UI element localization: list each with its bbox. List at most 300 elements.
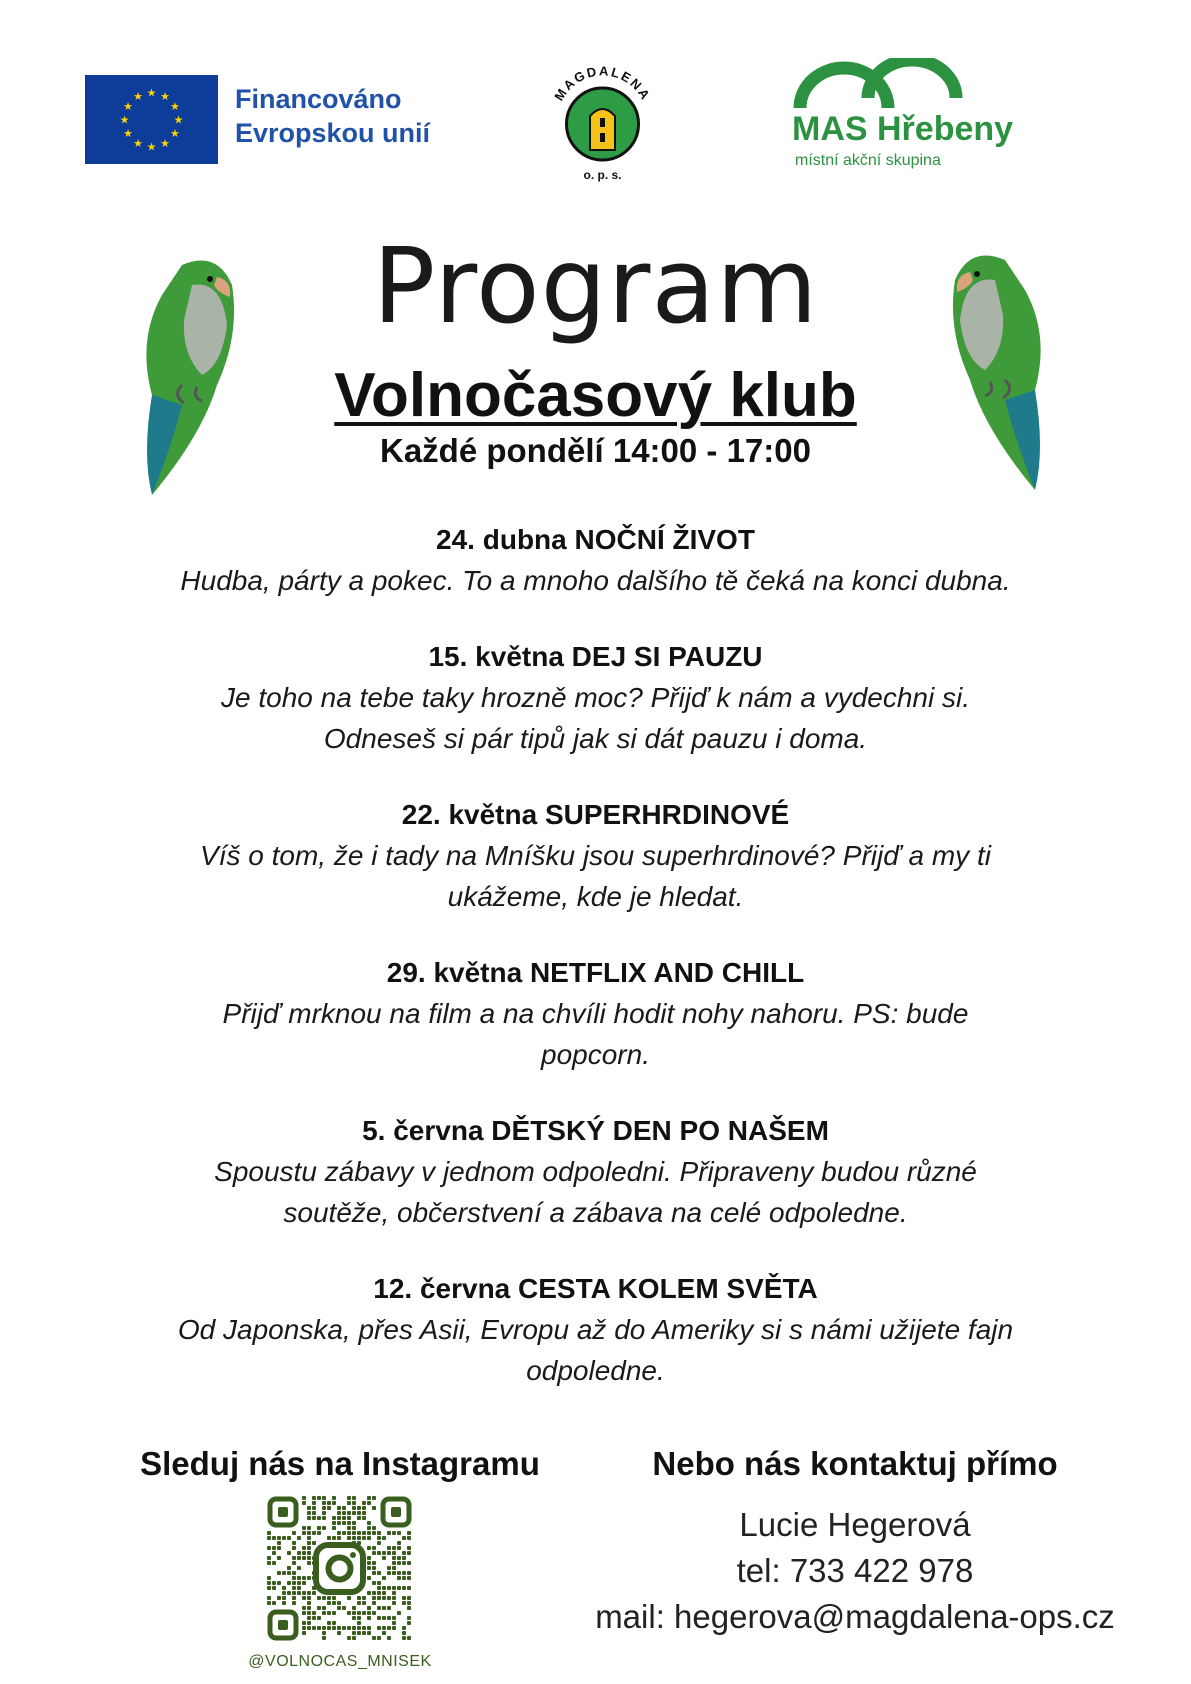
qr-module — [337, 1511, 341, 1515]
qr-module — [307, 1511, 311, 1515]
qr-module — [272, 1601, 276, 1605]
qr-module — [322, 1506, 326, 1510]
eu-star-icon: ★ — [119, 113, 130, 127]
qr-module — [307, 1561, 311, 1565]
qr-module — [302, 1611, 306, 1615]
qr-module — [327, 1611, 331, 1615]
page-title: Program — [372, 225, 819, 347]
instagram-icon — [316, 1545, 363, 1592]
club-title — [0, 360, 1191, 431]
qr-module — [307, 1616, 311, 1620]
qr-module — [342, 1511, 346, 1515]
qr-module — [302, 1546, 306, 1550]
qr-module — [287, 1536, 291, 1540]
qr-module — [357, 1616, 361, 1620]
event-desc: popcorn. — [541, 1039, 650, 1070]
qr-module — [342, 1506, 346, 1510]
qr-module — [387, 1571, 391, 1575]
qr-module — [352, 1521, 356, 1525]
qr-module — [367, 1576, 371, 1580]
qr-module — [362, 1601, 366, 1605]
qr-module — [357, 1516, 361, 1520]
event-item — [140, 1111, 1051, 1233]
event-desc: Odneseš si pár tipů jak si dát pauzu i doma. — [323, 723, 868, 754]
qr-module — [377, 1531, 381, 1535]
event-title: 12. června CESTA KOLEM SVĚTA — [373, 1273, 818, 1304]
qr-module — [402, 1536, 406, 1540]
qr-module — [397, 1531, 401, 1535]
qr-module — [397, 1541, 401, 1545]
qr-module — [352, 1496, 356, 1500]
qr-module — [357, 1611, 361, 1615]
qr-module — [307, 1626, 311, 1630]
qr-module — [397, 1556, 401, 1560]
eu-star-icon: ★ — [169, 127, 180, 140]
qr-module — [312, 1516, 316, 1520]
qr-module — [302, 1626, 306, 1630]
qr-module — [302, 1556, 306, 1560]
eu-text-line2: Evropskou unií — [235, 118, 431, 148]
qr-module — [267, 1531, 271, 1535]
qr-module — [362, 1501, 366, 1505]
qr-module — [392, 1626, 396, 1630]
qr-module — [372, 1636, 376, 1640]
qr-module — [377, 1581, 381, 1585]
qr-module — [312, 1616, 316, 1620]
qr-module — [402, 1561, 406, 1565]
qr-module — [407, 1561, 411, 1565]
qr-module — [317, 1606, 321, 1610]
qr-module — [322, 1516, 326, 1520]
qr-module — [292, 1586, 296, 1590]
qr-module — [357, 1511, 361, 1515]
qr-module — [372, 1506, 376, 1510]
qr-module — [407, 1601, 411, 1605]
qr-module — [287, 1566, 291, 1570]
qr-module — [367, 1606, 371, 1610]
qr-module — [352, 1606, 356, 1610]
qr-module — [367, 1591, 371, 1595]
qr-module — [307, 1546, 311, 1550]
qr-module — [392, 1616, 396, 1620]
qr-module — [277, 1571, 281, 1575]
qr-module — [292, 1541, 296, 1545]
event-item — [140, 520, 1051, 601]
qr-module — [372, 1496, 376, 1500]
qr-module — [342, 1516, 346, 1520]
qr-module — [372, 1546, 376, 1550]
qr-module — [332, 1611, 336, 1615]
qr-module — [312, 1501, 316, 1505]
qr-module — [307, 1576, 311, 1580]
qr-module — [382, 1576, 386, 1580]
qr-module — [367, 1631, 371, 1635]
qr-module — [397, 1586, 401, 1590]
qr-module — [317, 1496, 321, 1500]
qr-module — [347, 1531, 351, 1535]
qr-module — [402, 1556, 406, 1560]
qr-module — [387, 1586, 391, 1590]
qr-module — [287, 1571, 291, 1575]
magdalena-top-text: MAGDALENA — [551, 63, 654, 104]
qr-module — [372, 1526, 376, 1530]
qr-module — [352, 1506, 356, 1510]
qr-module — [332, 1521, 336, 1525]
qr-module — [267, 1586, 271, 1590]
qr-module — [382, 1626, 386, 1630]
magdalena-logo — [540, 58, 665, 183]
eu-star-icon: ★ — [169, 100, 180, 113]
qr-module — [382, 1536, 386, 1540]
qr-module — [297, 1591, 301, 1595]
qr-module — [317, 1626, 321, 1630]
qr-module — [337, 1521, 341, 1525]
qr-module — [342, 1606, 346, 1610]
mas-arc-icon — [792, 58, 972, 110]
mas-title: MAS Hřebeny — [792, 110, 1014, 148]
qr-module — [277, 1546, 281, 1550]
qr-module — [377, 1536, 381, 1540]
qr-module — [367, 1531, 371, 1535]
qr-module — [322, 1496, 326, 1500]
qr-module — [287, 1551, 291, 1555]
qr-module — [267, 1546, 271, 1550]
qr-module — [322, 1526, 326, 1530]
qr-module — [307, 1551, 311, 1555]
qr-module — [277, 1556, 281, 1560]
contact-email[interactable]: mail: hegerova@magdalena-ops.cz — [595, 1598, 1115, 1635]
qr-module — [332, 1526, 336, 1530]
qr-module — [297, 1566, 301, 1570]
qr-module — [332, 1501, 336, 1505]
qr-module — [347, 1596, 351, 1600]
qr-module — [342, 1626, 346, 1630]
qr-module — [287, 1581, 291, 1585]
qr-module — [282, 1586, 286, 1590]
qr-module — [387, 1566, 391, 1570]
contact-name: Lucie Hegerová — [739, 1506, 971, 1543]
qr-module — [307, 1606, 311, 1610]
qr-module — [362, 1531, 366, 1535]
qr-module — [357, 1631, 361, 1635]
qr-module — [372, 1551, 376, 1555]
qr-module — [292, 1556, 296, 1560]
event-desc: Přijď mrknou na film a na chvíli hodit nohy nahoru. PS: bude — [222, 998, 969, 1029]
qr-module — [352, 1636, 356, 1640]
qr-module — [292, 1581, 296, 1585]
qr-module — [272, 1551, 276, 1555]
qr-module — [382, 1596, 386, 1600]
qr-module — [337, 1606, 341, 1610]
qr-module — [372, 1571, 376, 1575]
qr-module — [372, 1561, 376, 1565]
qr-module — [297, 1536, 301, 1540]
qr-module — [397, 1611, 401, 1615]
qr-module — [367, 1546, 371, 1550]
qr-module — [337, 1626, 341, 1630]
qr-module — [307, 1556, 311, 1560]
qr-module — [357, 1531, 361, 1535]
qr-module — [302, 1591, 306, 1595]
qr-module — [407, 1576, 411, 1580]
qr-module — [372, 1531, 376, 1535]
qr-module — [317, 1531, 321, 1535]
qr-module — [377, 1591, 381, 1595]
qr-module — [377, 1571, 381, 1575]
qr-module — [307, 1541, 311, 1545]
qr-module — [387, 1546, 391, 1550]
qr-module — [367, 1536, 371, 1540]
qr-module — [362, 1511, 366, 1515]
club-title-text: Volnočasový klub — [334, 361, 857, 430]
eu-star-icon: ★ — [146, 86, 157, 100]
qr-module — [312, 1626, 316, 1630]
qr-module — [322, 1631, 326, 1635]
qr-module — [312, 1531, 316, 1535]
qr-module — [302, 1621, 306, 1625]
qr-module — [402, 1596, 406, 1600]
qr-module — [317, 1596, 321, 1600]
qr-module — [332, 1516, 336, 1520]
qr-module — [397, 1571, 401, 1575]
contact-phone[interactable]: tel: 733 422 978 — [736, 1552, 974, 1589]
qr-module — [327, 1601, 331, 1605]
qr-module — [317, 1516, 321, 1520]
qr-module — [407, 1536, 411, 1540]
qr-module — [332, 1596, 336, 1600]
qr-module — [377, 1626, 381, 1630]
event-title: 5. června DĚTSKÝ DEN PO NAŠEM — [362, 1115, 829, 1146]
qr-module — [392, 1596, 396, 1600]
qr-module — [297, 1576, 301, 1580]
qr-module — [347, 1521, 351, 1525]
qr-module — [267, 1561, 271, 1565]
qr-module — [402, 1551, 406, 1555]
qr-module — [332, 1621, 336, 1625]
qr-module — [367, 1616, 371, 1620]
qr-module — [407, 1551, 411, 1555]
eu-star-icon: ★ — [146, 140, 157, 154]
qr-module — [367, 1521, 371, 1525]
qr-module — [402, 1576, 406, 1580]
qr-module — [342, 1531, 346, 1535]
qr-module — [357, 1596, 361, 1600]
qr-module — [272, 1536, 276, 1540]
qr-module — [347, 1536, 351, 1540]
qr-module — [367, 1496, 371, 1500]
qr-module — [367, 1566, 371, 1570]
qr-module — [312, 1541, 316, 1545]
eu-flag-icon — [85, 75, 218, 164]
qr-module — [297, 1581, 301, 1585]
qr-module — [302, 1501, 306, 1505]
qr-module — [267, 1576, 271, 1580]
qr-module — [402, 1601, 406, 1605]
qr-module — [402, 1626, 406, 1630]
mas-subtitle: místní akční skupina — [795, 152, 941, 169]
qr-module — [302, 1551, 306, 1555]
qr-module — [292, 1531, 296, 1535]
qr-module — [307, 1516, 311, 1520]
qr-module — [267, 1581, 271, 1585]
event-desc: soutěže, občerstvení a zábava na celé odpoledne. — [283, 1197, 908, 1228]
qr-module — [327, 1501, 331, 1505]
qr-module — [322, 1611, 326, 1615]
qr-module — [272, 1581, 276, 1585]
qr-module — [367, 1611, 371, 1615]
qr-module — [367, 1501, 371, 1505]
qr-module — [297, 1556, 301, 1560]
qr-module — [382, 1631, 386, 1635]
event-item — [140, 637, 1051, 759]
qr-module — [367, 1626, 371, 1630]
qr-module — [392, 1571, 396, 1575]
qr-module — [367, 1556, 371, 1560]
qr-module — [307, 1526, 311, 1530]
qr-module — [317, 1616, 321, 1620]
qr-module — [377, 1636, 381, 1640]
qr-module — [292, 1561, 296, 1565]
qr-module — [337, 1531, 341, 1535]
qr-module — [282, 1596, 286, 1600]
qr-module — [267, 1556, 271, 1560]
qr-module — [352, 1526, 356, 1530]
qr-module — [307, 1531, 311, 1535]
qr-module — [367, 1561, 371, 1565]
qr-module — [407, 1571, 411, 1575]
qr-module — [282, 1601, 286, 1605]
qr-module — [292, 1571, 296, 1575]
qr-module — [352, 1531, 356, 1535]
contact-block — [560, 1502, 1150, 1640]
qr-module — [397, 1576, 401, 1580]
qr-module — [307, 1596, 311, 1600]
qr-module — [362, 1626, 366, 1630]
qr-module — [322, 1636, 326, 1640]
qr-module — [312, 1591, 316, 1595]
event-item — [140, 1269, 1051, 1391]
qr-module — [302, 1531, 306, 1535]
qr-module — [297, 1586, 301, 1590]
qr-module — [392, 1591, 396, 1595]
qr-module — [307, 1621, 311, 1625]
qr-module — [272, 1546, 276, 1550]
event-title: 15. května DEJ SI PAUZU — [428, 641, 763, 672]
qr-module — [302, 1631, 306, 1635]
qr-module — [392, 1601, 396, 1605]
qr-module — [382, 1591, 386, 1595]
event-desc: Spoustu zábavy v jednom odpoledni. Připraveny budou různé — [214, 1156, 977, 1187]
qr-module — [372, 1601, 376, 1605]
qr-module — [357, 1536, 361, 1540]
qr-module — [352, 1626, 356, 1630]
instagram-handle[interactable]: @VOLNOCAS_MNISEK — [248, 1653, 432, 1670]
qr-module — [267, 1596, 271, 1600]
qr-module — [392, 1546, 396, 1550]
eu-funding-text — [235, 82, 430, 150]
qr-module — [382, 1551, 386, 1555]
qr-module — [307, 1591, 311, 1595]
qr-module — [392, 1586, 396, 1590]
qr-module — [327, 1626, 331, 1630]
qr-module — [347, 1496, 351, 1500]
eu-star-icon: ★ — [160, 136, 170, 150]
qr-module — [362, 1536, 366, 1540]
qr-module — [332, 1626, 336, 1630]
qr-module — [347, 1511, 351, 1515]
qr-module — [387, 1626, 391, 1630]
qr-module — [407, 1586, 411, 1590]
schedule-time: Každé pondělí 14:00 - 17:00 — [380, 432, 811, 469]
qr-module — [362, 1516, 366, 1520]
qr-module — [332, 1496, 336, 1500]
qr-module — [372, 1611, 376, 1615]
qr-module — [302, 1581, 306, 1585]
qr-module — [297, 1551, 301, 1555]
qr-module — [387, 1616, 391, 1620]
qr-module — [312, 1611, 316, 1615]
qr-module — [307, 1601, 311, 1605]
qr-module — [272, 1561, 276, 1565]
event-title: 24. dubna NOČNÍ ŽIVOT — [436, 524, 755, 555]
qr-module — [367, 1526, 371, 1530]
qr-module — [402, 1631, 406, 1635]
qr-code-icon[interactable] — [266, 1495, 413, 1642]
qr-module — [337, 1631, 341, 1635]
qr-module — [377, 1586, 381, 1590]
qr-module — [372, 1566, 376, 1570]
event-desc: Od Japonska, přes Asii, Evropu až do Ameriky si s námi užijete fajn — [177, 1314, 1014, 1345]
qr-module — [267, 1536, 271, 1540]
qr-module — [392, 1551, 396, 1555]
qr-module — [372, 1591, 376, 1595]
event-desc: Je toho na tebe taky hrozně moc? Přijď k nám a vydechni si. — [221, 682, 970, 713]
qr-module — [392, 1531, 396, 1535]
mas-hrebeny-logo — [792, 58, 1042, 173]
contact-heading: Nebo nás kontaktuj přímo — [652, 1445, 1058, 1482]
qr-module — [362, 1596, 366, 1600]
qr-module — [407, 1606, 411, 1610]
qr-module — [387, 1551, 391, 1555]
qr-module — [387, 1531, 391, 1535]
qr-module — [392, 1566, 396, 1570]
eu-star-icon: ★ — [133, 136, 143, 150]
qr-module — [307, 1536, 311, 1540]
event-desc: Víš o tom, že i tady na Mníšku jsou superhrdinové? Přijď a my ti — [200, 840, 991, 871]
qr-module — [382, 1606, 386, 1610]
qr-module — [282, 1571, 286, 1575]
qr-module — [277, 1536, 281, 1540]
qr-module — [357, 1601, 361, 1605]
qr-module — [382, 1556, 386, 1560]
qr-module — [307, 1611, 311, 1615]
event-desc: Hudba, párty a pokec. To a mnoho dalšího tě čeká na konci dubna. — [180, 565, 1011, 596]
qr-module — [362, 1506, 366, 1510]
qr-module — [407, 1621, 411, 1625]
qr-module — [352, 1616, 356, 1620]
qr-module — [377, 1596, 381, 1600]
qr-module — [302, 1526, 306, 1530]
qr-module — [322, 1501, 326, 1505]
qr-module — [407, 1596, 411, 1600]
qr-module — [292, 1596, 296, 1600]
eu-star-icon: ★ — [123, 127, 134, 140]
qr-module — [322, 1606, 326, 1610]
qr-module — [302, 1496, 306, 1500]
qr-module — [337, 1516, 341, 1520]
magdalena-bottom-text: o. p. s. — [583, 168, 622, 182]
event-desc: ukážeme, kde je hledat. — [447, 881, 744, 912]
